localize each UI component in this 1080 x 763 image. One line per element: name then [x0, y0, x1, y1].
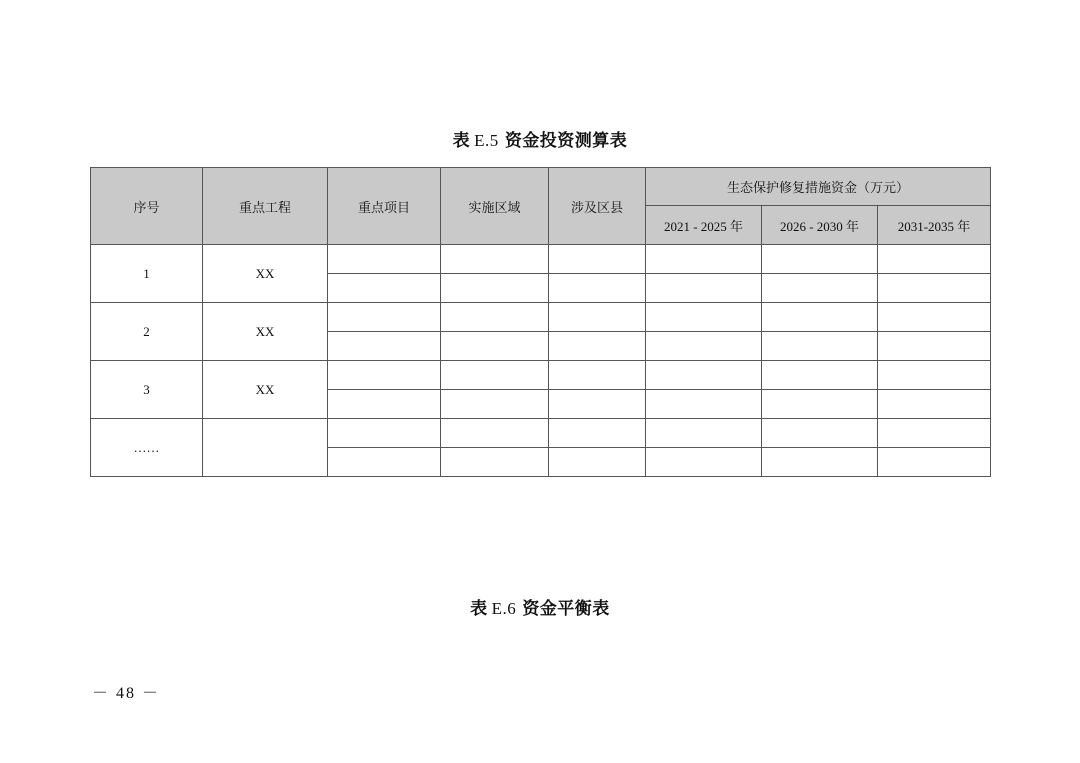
- cell-empty: [549, 245, 646, 274]
- table-row: [91, 303, 991, 332]
- cell-empty: [549, 419, 646, 448]
- cell-empty: [646, 245, 762, 274]
- cell-seq: ……: [91, 419, 203, 477]
- cell-project: XX: [203, 303, 328, 361]
- investment-estimate-table: [90, 167, 991, 477]
- cell-empty: [646, 303, 762, 332]
- cell-empty: [878, 303, 991, 332]
- cell-empty: [328, 303, 441, 332]
- cell-empty: [878, 448, 991, 477]
- cell-empty: [646, 419, 762, 448]
- cell-project: [203, 419, 328, 477]
- cell-empty: [762, 245, 878, 274]
- cell-empty: [549, 390, 646, 419]
- cell-seq: 3: [91, 361, 203, 419]
- header-key-project: 重点工程: [203, 168, 328, 245]
- table-e5-caption: [0, 126, 1080, 151]
- header-area: 实施区域: [441, 168, 549, 245]
- cell-empty: [328, 245, 441, 274]
- cell-empty: [441, 361, 549, 390]
- cell-empty: [549, 448, 646, 477]
- cell-empty: [878, 361, 991, 390]
- table-row: [91, 361, 991, 390]
- caption-number: E.5: [474, 131, 499, 150]
- cell-seq: 2: [91, 303, 203, 361]
- header-funds: 生态保护修复措施资金（万元）: [646, 168, 991, 206]
- header-seq: 序号: [91, 168, 203, 245]
- cell-empty: [878, 419, 991, 448]
- cell-empty: [878, 332, 991, 361]
- header-year-2021-2025: 2021 - 2025 年: [646, 206, 762, 245]
- cell-empty: [328, 274, 441, 303]
- cell-empty: [878, 274, 991, 303]
- cell-empty: [549, 361, 646, 390]
- cell-empty: [762, 303, 878, 332]
- cell-empty: [441, 332, 549, 361]
- caption-prefix: 表: [470, 599, 488, 619]
- cell-empty: [878, 390, 991, 419]
- cell-empty: [441, 448, 549, 477]
- cell-empty: [328, 448, 441, 477]
- cell-empty: [762, 274, 878, 303]
- caption-title: 资金平衡表: [522, 599, 610, 619]
- cell-empty: [762, 448, 878, 477]
- cell-empty: [762, 419, 878, 448]
- caption-title: 资金投资测算表: [504, 131, 628, 151]
- cell-empty: [878, 245, 991, 274]
- cell-empty: [328, 332, 441, 361]
- page-number: － 48 －: [92, 685, 161, 702]
- cell-seq: 1: [91, 245, 203, 303]
- cell-project: XX: [203, 361, 328, 419]
- table-e6-caption: [0, 594, 1080, 619]
- header-year-2026-2030: 2026 - 2030 年: [762, 206, 878, 245]
- cell-empty: [328, 419, 441, 448]
- header-county: 涉及区县: [549, 168, 646, 245]
- cell-empty: [646, 361, 762, 390]
- cell-empty: [549, 332, 646, 361]
- cell-empty: [762, 332, 878, 361]
- cell-empty: [646, 274, 762, 303]
- cell-empty: [762, 390, 878, 419]
- cell-empty: [549, 274, 646, 303]
- cell-empty: [762, 361, 878, 390]
- caption-number: E.6: [491, 599, 517, 618]
- table-row: [91, 245, 991, 274]
- header-year-2031-2035: 2031-2035 年: [878, 206, 991, 245]
- cell-project: XX: [203, 245, 328, 303]
- header-key-item: 重点项目: [328, 168, 441, 245]
- cell-empty: [328, 361, 441, 390]
- cell-empty: [441, 245, 549, 274]
- header-row-1: [91, 168, 991, 206]
- cell-empty: [441, 303, 549, 332]
- caption-prefix: 表: [452, 131, 471, 151]
- cell-empty: [646, 390, 762, 419]
- cell-empty: [646, 448, 762, 477]
- cell-empty: [441, 274, 549, 303]
- cell-empty: [646, 332, 762, 361]
- cell-empty: [441, 419, 549, 448]
- cell-empty: [328, 390, 441, 419]
- table-row: [91, 419, 991, 448]
- cell-empty: [549, 303, 646, 332]
- cell-empty: [441, 390, 549, 419]
